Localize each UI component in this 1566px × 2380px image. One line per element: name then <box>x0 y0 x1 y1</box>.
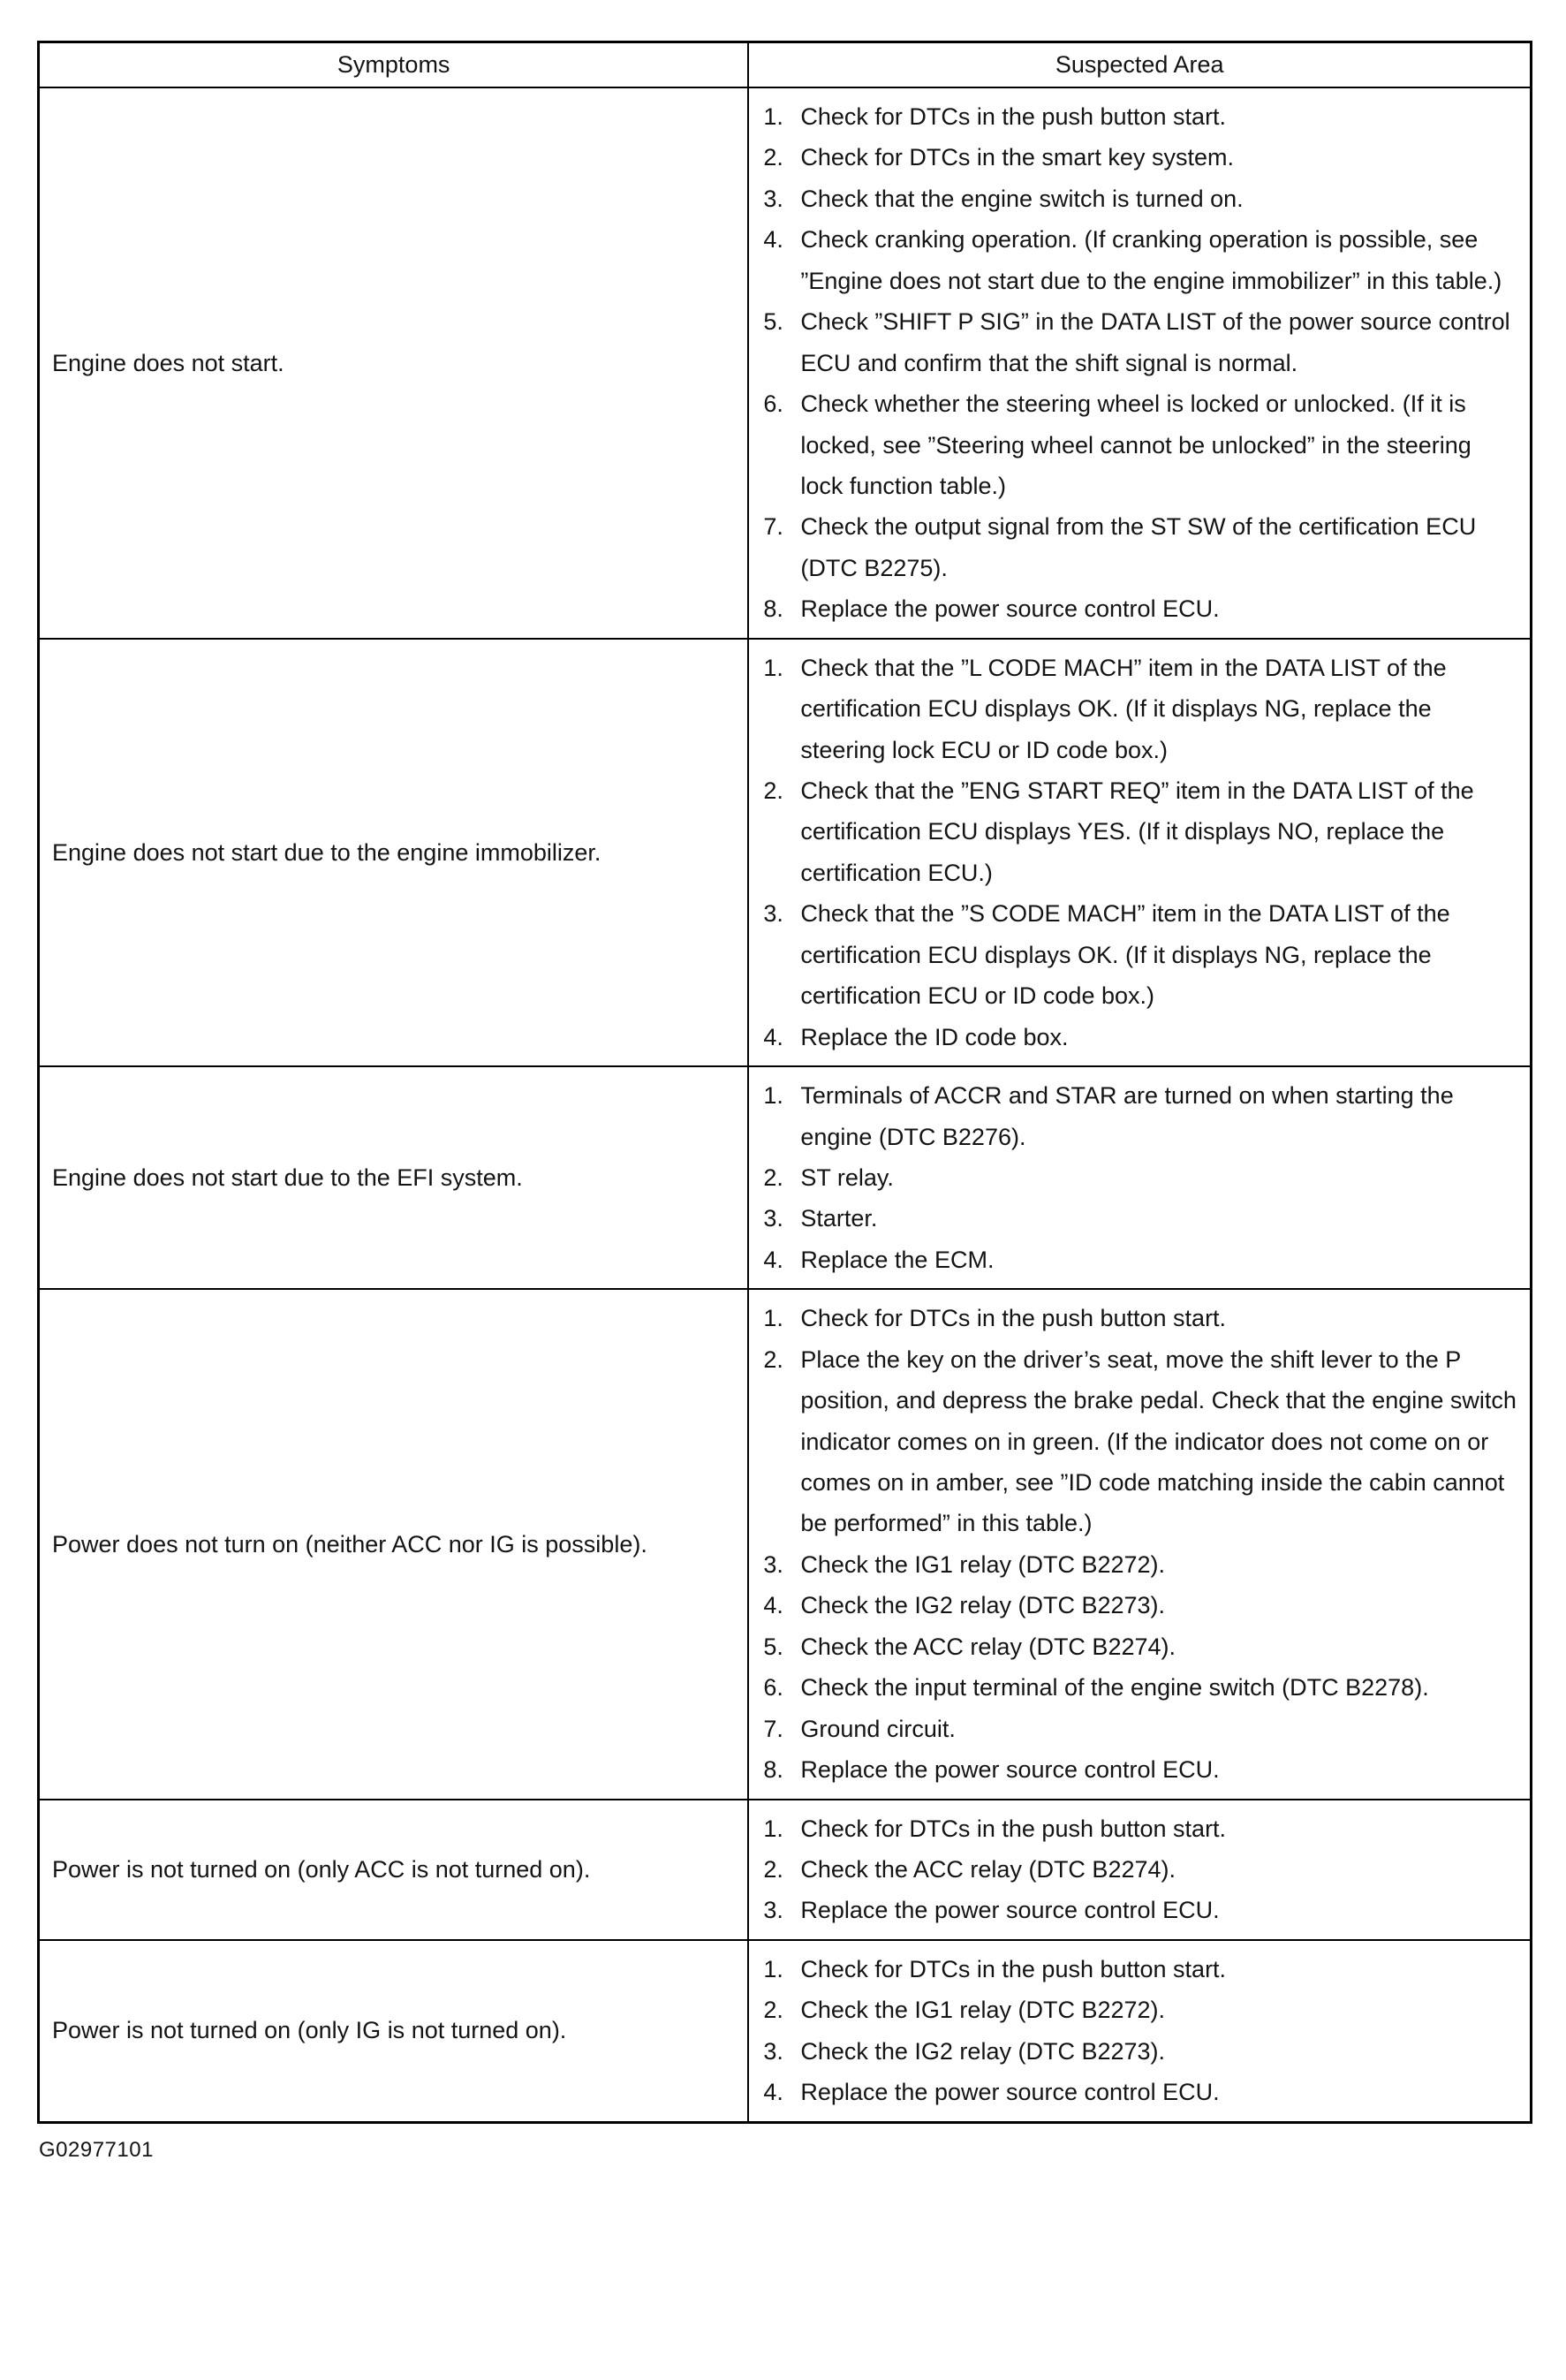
suspected-item: Check that the ”S CODE MACH” item in the DATA LIST of the certification ECU displays OK. (If it displays NG, replace the certification ECU or ID code box.) <box>800 900 1450 1010</box>
suspected-item: Check for DTCs in the push button start. <box>800 1305 1227 1332</box>
suspected-area-cell <box>748 1940 1531 2122</box>
suspected-item: Check the ACC relay (DTC B2274). <box>800 1633 1176 1660</box>
table-row <box>39 1940 1532 2122</box>
suspected-item: ST relay. <box>800 1163 894 1191</box>
suspected-area-cell <box>748 1066 1531 1289</box>
suspected-item: Check for DTCs in the smart key system. <box>800 144 1234 171</box>
suspected-list <box>754 648 1519 1057</box>
suspected-area-cell <box>748 1800 1531 1940</box>
suspected-item: Check the IG1 relay (DTC B2272). <box>800 1550 1166 1578</box>
suspected-list <box>754 1808 1519 1931</box>
suspected-list <box>754 1298 1519 1790</box>
suspected-item: Check the input terminal of the engine switch (DTC B2278). <box>800 1674 1429 1702</box>
table-row <box>39 639 1532 1066</box>
symptoms-table <box>37 41 1532 2124</box>
suspected-item: Check that the engine switch is turned on. <box>800 185 1244 212</box>
table-row <box>39 1289 1532 1799</box>
symptom-cell: Power is not turned on (only ACC is not turned on). <box>39 1800 749 1940</box>
suspected-item: Check that the ”ENG START REQ” item in the DATA LIST of the certification ECU displays YES. (If it displays NO, replace the certification ECU.) <box>800 777 1474 886</box>
symptom-cell: Power does not turn on (neither ACC nor IG is possible). <box>39 1289 749 1799</box>
suspected-list <box>754 96 1519 630</box>
table-row <box>39 1800 1532 1940</box>
suspected-item: Check the IG2 relay (DTC B2273). <box>800 2037 1166 2065</box>
suspected-area-cell <box>748 87 1531 639</box>
suspected-item: Starter. <box>800 1205 878 1232</box>
suspected-item: Place the key on the driver’s seat, move the shift lever to the P position, and depress the brake pedal. Check that the engine switch indicator comes on in green. (If the indicator does not come on or comes on in amber, see ”ID code matching inside the cabin cannot be performed” in this table.) <box>800 1345 1517 1537</box>
suspected-item: Check the IG1 relay (DTC B2272). <box>800 1997 1166 2024</box>
suspected-item: Replace the power source control ECU. <box>800 1897 1220 1924</box>
symptom-cell: Engine does not start due to the engine immobilizer. <box>39 639 749 1066</box>
suspected-item: Ground circuit. <box>800 1715 956 1742</box>
suspected-item: Check the IG2 relay (DTC B2273). <box>800 1592 1166 1619</box>
suspected-area-cell <box>748 639 1531 1066</box>
suspected-item: Replace the power source control ECU. <box>800 1756 1220 1784</box>
figure-id: G02977101 <box>39 2137 154 2162</box>
symptom-cell: Power is not turned on (only IG is not turned on). <box>39 1940 749 2122</box>
suspected-item: Check that the ”L CODE MACH” item in the DATA LIST of the certification ECU displays OK. (If it displays NG, replace the steering lock ECU or ID code box.) <box>800 654 1447 763</box>
suspected-area-cell <box>748 1289 1531 1799</box>
suspected-item: Check ”SHIFT P SIG” in the DATA LIST of the power source control ECU and confirm that the shift signal is normal. <box>800 308 1510 376</box>
symptom-cell: Engine does not start. <box>39 87 749 639</box>
table-row <box>39 1066 1532 1289</box>
suspected-item: Check for DTCs in the push button start. <box>800 1815 1227 1842</box>
suspected-item: Check cranking operation. (If cranking operation is possible, see ”Engine does not start due to the engine immobilizer” in this table.) <box>800 226 1502 294</box>
symptom-cell: Engine does not start due to the EFI system. <box>39 1066 749 1289</box>
suspected-item: Check the ACC relay (DTC B2274). <box>800 1855 1176 1883</box>
suspected-item: Check the output signal from the ST SW of the certification ECU (DTC B2275). <box>800 513 1477 581</box>
suspected-item: Replace the power source control ECU. <box>800 595 1220 623</box>
table-row <box>39 87 1532 639</box>
suspected-item: Check for DTCs in the push button start. <box>800 1955 1227 1982</box>
suspected-item: Replace the ECM. <box>800 1246 995 1273</box>
header-row <box>39 42 1532 88</box>
suspected-item: Replace the ID code box. <box>800 1023 1069 1050</box>
suspected-item: Check whether the steering wheel is locked or unlocked. (If it is locked, see ”Steering wheel cannot be unlocked” in the steering lock function table.) <box>800 390 1471 499</box>
table-header-suspected-area: Suspected Area <box>748 42 1531 88</box>
suspected-item: Replace the power source control ECU. <box>800 2079 1220 2106</box>
suspected-item: Terminals of ACCR and STAR are turned on when starting the engine (DTC B2276). <box>800 1082 1454 1150</box>
table-header-symptoms: Symptoms <box>39 42 749 88</box>
suspected-list <box>754 1075 1519 1280</box>
suspected-list <box>754 1949 1519 2113</box>
suspected-item: Check for DTCs in the push button start. <box>800 103 1227 130</box>
